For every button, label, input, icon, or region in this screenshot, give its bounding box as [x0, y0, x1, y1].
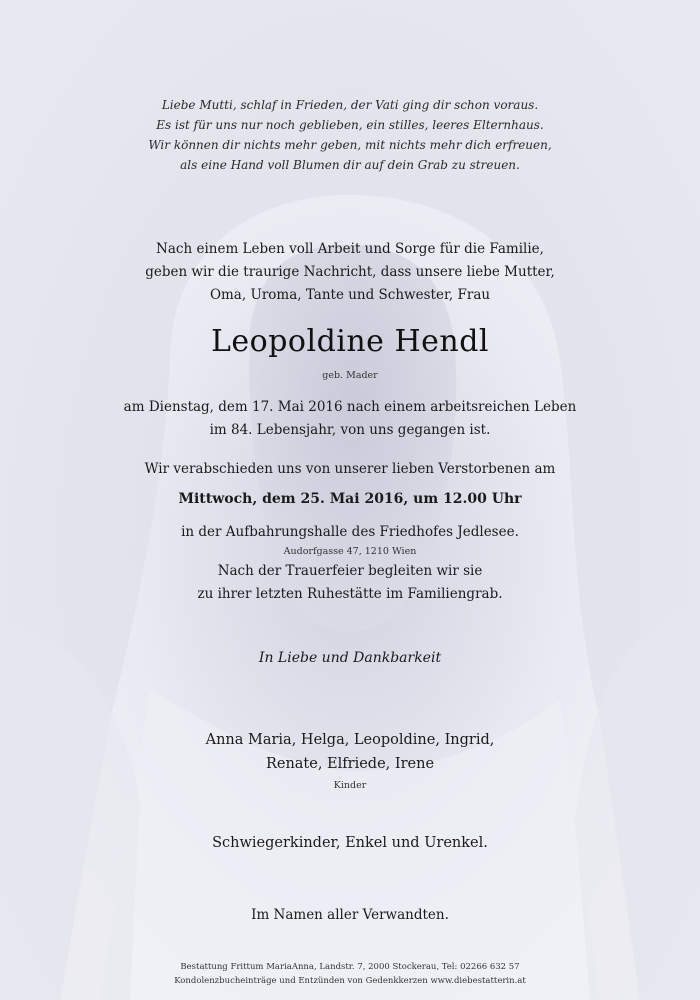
poem-line-3: Wir können dir nichts mehr geben, mit nichts mehr dich erfreuen,	[148, 138, 552, 152]
intro-line-1: Nach einem Leben voll Arbeit und Sorge für die Familie,	[156, 241, 544, 257]
all-relatives: Im Namen aller Verwandten.	[251, 907, 449, 923]
closing-phrase: In Liebe und Dankbarkeit	[258, 650, 442, 666]
burial-line-1: Nach der Trauerfeier begleiten wir sie	[217, 563, 483, 579]
death-line-1: am Dienstag, dem 17. Mai 2016 nach einem arbeitsreichen Leben	[123, 399, 577, 415]
children-label: Kinder	[333, 780, 367, 791]
birth-name: geb. Mader	[322, 370, 378, 381]
farewell-date: Mittwoch, dem 25. Mai 2016, um 12.00 Uhr	[178, 491, 522, 507]
relatives: Schwiegerkinder, Enkel und Urenkel.	[212, 835, 488, 851]
burial-line-2: zu ihrer letzten Ruhestätte im Familiengrab.	[197, 586, 503, 602]
children-line-1: Anna Maria, Helga, Leopoldine, Ingrid,	[205, 732, 495, 748]
children-line-2: Renate, Elfriede, Irene	[265, 756, 435, 772]
poem-line-4: als eine Hand voll Blumen dir auf dein Grab zu streuen.	[180, 158, 520, 172]
footer-line-2: Kondolenzbucheinträge und Entzünden von Gedenkkerzen www.diebestatterin.at	[174, 976, 526, 986]
farewell-intro: Wir verabschieden uns von unserer lieben Verstorbenen am	[144, 461, 556, 477]
intro-line-3: Oma, Uroma, Tante und Schwester, Frau	[209, 287, 491, 303]
address: Audorfgasse 47, 1210 Wien	[283, 546, 417, 557]
footer-line-1: Bestattung Frittum MariaAnna, Landstr. 7, 2000 Stockerau, Tel: 02266 632 57	[180, 962, 520, 972]
location: in der Aufbahrungshalle des Friedhofes Jedlesee.	[181, 524, 519, 540]
death-line-2: im 84. Lebensjahr, von uns gegangen ist.	[209, 422, 491, 438]
poem-line-2: Es ist für uns nur noch geblieben, ein stilles, leeres Elternhaus.	[156, 118, 544, 132]
intro-line-2: geben wir die traurige Nachricht, dass unsere liebe Mutter,	[145, 264, 555, 280]
deceased-name: Leopoldine Hendl	[210, 324, 490, 359]
poem-line-1: Liebe Mutti, schlaf in Frieden, der Vati ging dir schon voraus.	[161, 98, 539, 112]
